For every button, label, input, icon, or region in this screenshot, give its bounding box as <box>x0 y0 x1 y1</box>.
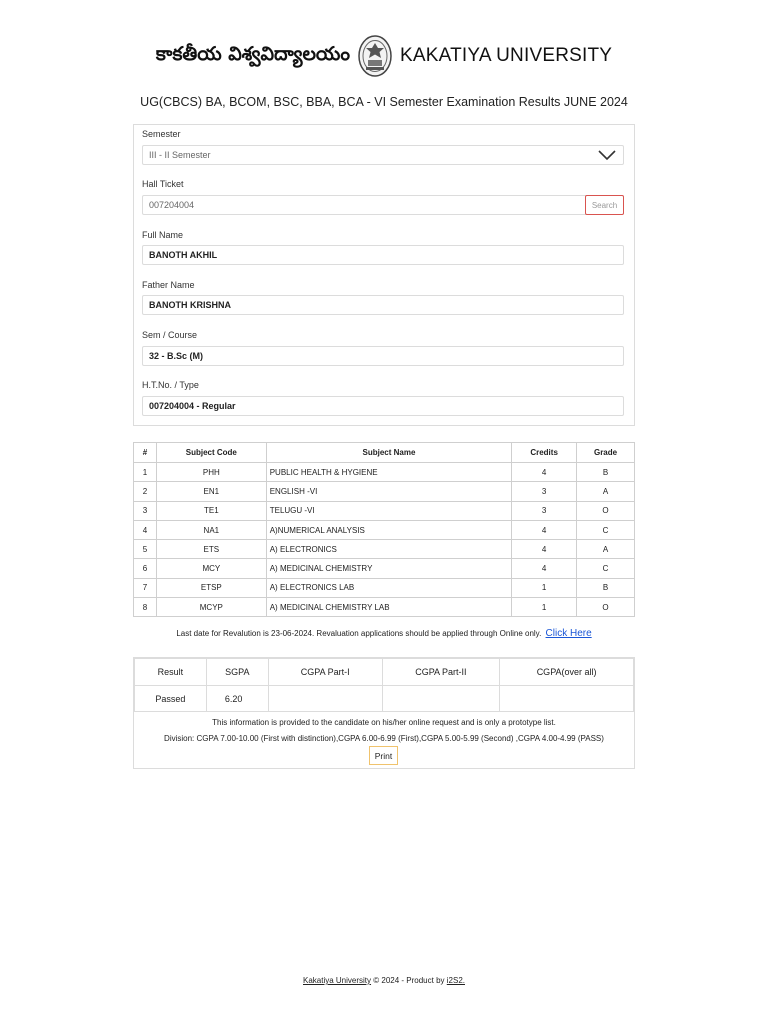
revaluation-link[interactable]: Click Here <box>545 628 592 639</box>
page-title: UG(CBCS) BA, BCOM, BSC, BBA, BCA - VI Semester Examination Results JUNE 2024 <box>140 95 628 109</box>
university-name: KAKATIYA UNIVERSITY <box>400 45 613 66</box>
subject-code: MCYP <box>156 598 266 617</box>
subject-grade: C <box>577 559 635 578</box>
sgpa-value: 6.20 <box>206 686 268 712</box>
subject-grade: O <box>577 598 635 617</box>
footer-copyright: © 2024 - Product by <box>371 976 447 985</box>
result-header: Result <box>135 659 207 686</box>
revaluation-text: Last date for Revalution is 23-06-2024. Revaluation applications should be applied through Online only. <box>176 629 542 638</box>
htno-label: H.T.No. / Type <box>142 380 199 390</box>
hall-ticket-input[interactable] <box>142 195 624 215</box>
hall-ticket-label: Hall Ticket <box>142 179 184 189</box>
col-header-code: Subject Code <box>156 443 266 463</box>
result-summary <box>133 657 635 769</box>
subject-name: A) MEDICINAL CHEMISTRY <box>266 559 511 578</box>
subject-grade: A <box>577 540 635 559</box>
subject-code: MCY <box>156 559 266 578</box>
table-row <box>134 482 635 501</box>
row-number: 7 <box>134 578 157 597</box>
student-form <box>133 124 635 426</box>
prototype-disclaimer: This information is provided to the candidate on his/her online request and is only a prototype list. <box>212 718 556 727</box>
semester-value: III - II Semester <box>149 150 211 160</box>
row-number: 8 <box>134 598 157 617</box>
cgpa-overall-header: CGPA(over all) <box>500 659 634 686</box>
course-label: Sem / Course <box>142 330 198 340</box>
footer-vendor-link[interactable]: i2S2. <box>446 976 465 985</box>
subject-code: PHH <box>156 463 266 482</box>
course-field: 32 - B.Sc (M) <box>142 346 624 366</box>
subject-name: A)NUMERICAL ANALYSIS <box>266 520 511 539</box>
subject-credits: 4 <box>512 559 577 578</box>
row-number: 3 <box>134 501 157 520</box>
hall-ticket-value: 007204004 <box>149 200 195 210</box>
subject-credits: 4 <box>512 520 577 539</box>
table-row <box>134 463 635 482</box>
subject-name: PUBLIC HEALTH & HYGIENE <box>266 463 511 482</box>
cgpa-part2-value <box>382 686 500 712</box>
telugu-university-name: కాకతీయ విశ్వవిద్యాలయం <box>155 42 350 65</box>
subject-credits: 4 <box>512 463 577 482</box>
row-number: 6 <box>134 559 157 578</box>
table-row <box>134 578 635 597</box>
page-header <box>0 28 768 84</box>
row-number: 4 <box>134 520 157 539</box>
subject-name: A) ELECTRONICS LAB <box>266 578 511 597</box>
full-name-label: Full Name <box>142 230 184 240</box>
subject-code: ETS <box>156 540 266 559</box>
subjects-table <box>133 442 635 617</box>
father-name-label: Father Name <box>142 280 195 290</box>
subject-name: A) MEDICINAL CHEMISTRY LAB <box>266 598 511 617</box>
table-row <box>134 540 635 559</box>
htno-field: 007204004 - Regular <box>142 396 624 416</box>
table-row <box>134 598 635 617</box>
subject-credits: 3 <box>512 501 577 520</box>
father-name-field: BANOTH KRISHNA <box>142 295 624 315</box>
subject-code: EN1 <box>156 482 266 501</box>
search-button[interactable]: Search <box>585 195 624 215</box>
table-row <box>134 520 635 539</box>
subject-name: ENGLISH -VI <box>266 482 511 501</box>
row-number: 5 <box>134 540 157 559</box>
subject-credits: 1 <box>512 598 577 617</box>
cgpa-overall-value <box>500 686 634 712</box>
subject-name: TELUGU -VI <box>266 501 511 520</box>
subject-code: TE1 <box>156 501 266 520</box>
result-status: Passed <box>135 686 207 712</box>
subject-name: A) ELECTRONICS <box>266 540 511 559</box>
sgpa-header: SGPA <box>206 659 268 686</box>
footer-university-link[interactable]: Kakatiya University <box>303 976 372 985</box>
col-header-name: Subject Name <box>266 443 511 463</box>
revaluation-notice <box>0 628 768 639</box>
semester-label: Semester <box>142 129 181 139</box>
subject-grade: B <box>577 463 635 482</box>
subject-credits: 4 <box>512 540 577 559</box>
subject-grade: O <box>577 501 635 520</box>
col-header-number: # <box>134 443 157 463</box>
subject-code: NA1 <box>156 520 266 539</box>
col-header-credits: Credits <box>512 443 577 463</box>
cgpa-part1-value <box>268 686 382 712</box>
results-table <box>134 658 634 712</box>
cgpa-part2-header: CGPA Part-II <box>382 659 500 686</box>
col-header-grade: Grade <box>577 443 635 463</box>
row-number: 2 <box>134 482 157 501</box>
chevron-down-icon <box>597 149 617 161</box>
page-footer <box>0 976 768 985</box>
subject-grade: A <box>577 482 635 501</box>
table-row <box>134 559 635 578</box>
cgpa-part1-header: CGPA Part-I <box>268 659 382 686</box>
print-button[interactable]: Print <box>369 746 398 765</box>
subject-grade: C <box>577 520 635 539</box>
subject-grade: B <box>577 578 635 597</box>
table-row <box>134 501 635 520</box>
semester-select[interactable] <box>142 145 624 165</box>
results-header-row <box>135 659 634 686</box>
university-seal-icon <box>356 34 394 78</box>
results-value-row <box>135 686 634 712</box>
subject-code: ETSP <box>156 578 266 597</box>
subjects-header-row <box>134 443 635 463</box>
subject-credits: 3 <box>512 482 577 501</box>
division-info: Division: CGPA 7.00-10.00 (First with distinction),CGPA 6.00-6.99 (First),CGPA 5.00-5.99 (Second) ,CGPA 4.00-4.99 (PASS) <box>164 734 604 743</box>
row-number: 1 <box>134 463 157 482</box>
subject-credits: 1 <box>512 578 577 597</box>
full-name-field: BANOTH AKHIL <box>142 245 624 265</box>
